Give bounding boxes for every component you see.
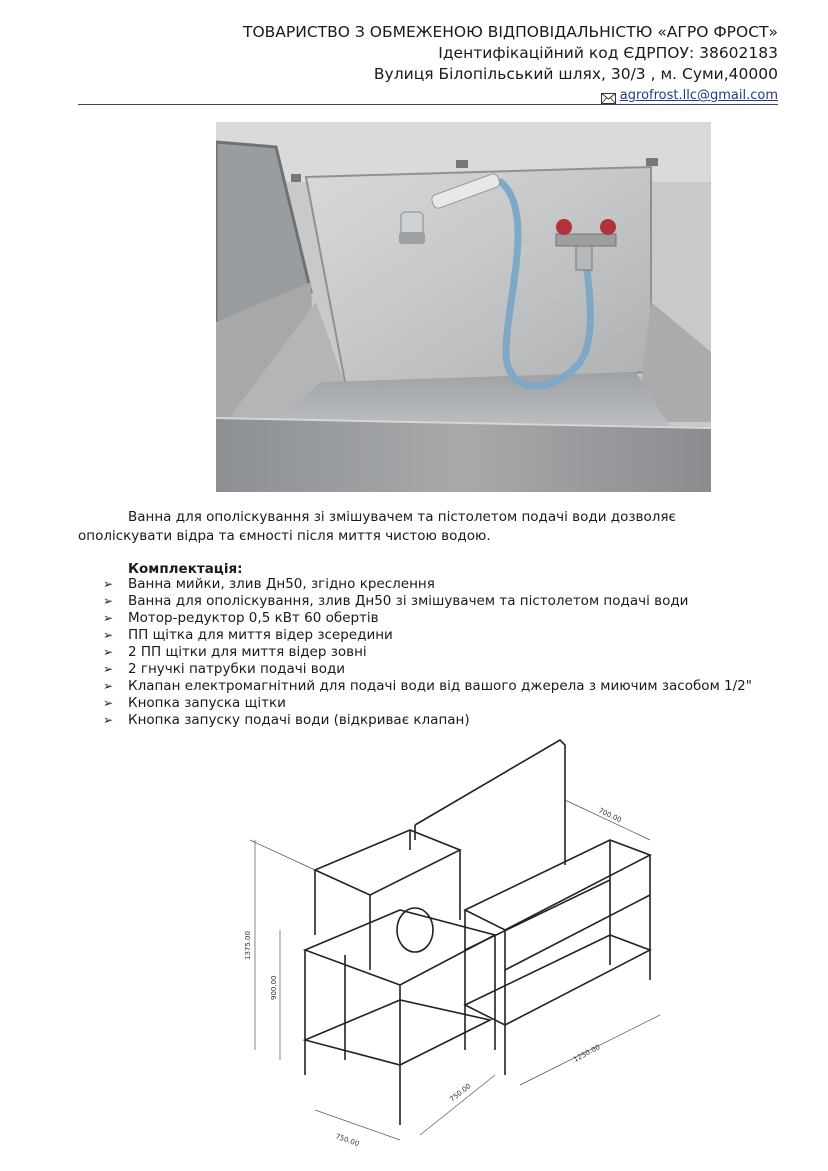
list-item-text: Клапан електромагнітний для подачі води від вашого джерела з миючим засобом 1/2" [128, 678, 752, 694]
arrow-bullet-icon: ➢ [103, 696, 114, 710]
envelope-icon [601, 90, 616, 101]
list-item-text: 2 гнучкі патрубки подачі води [128, 661, 346, 677]
arrow-bullet-icon: ➢ [103, 645, 114, 659]
dim-width-left: 750.00 [448, 1082, 473, 1104]
list-item [103, 695, 752, 712]
list-item [103, 576, 752, 593]
letterhead [243, 22, 778, 106]
arrow-bullet-icon: ➢ [103, 577, 114, 591]
list-item-text: Кнопка запуску подачі води (відкриває клапан) [128, 712, 470, 728]
list-item [103, 712, 752, 729]
arrow-bullet-icon: ➢ [103, 628, 114, 642]
technical-drawing [220, 730, 680, 1150]
dim-height-total: 1375.00 [244, 931, 252, 960]
kit-list [103, 576, 752, 729]
header-divider [78, 104, 778, 105]
list-item [103, 610, 752, 627]
dim-depth-right: 700.00 [597, 806, 623, 825]
product-photo [216, 122, 711, 492]
list-item [103, 678, 752, 695]
description-body: Ванна для ополіскування зі змішувачем та пістолетом подачі води дозволяє ополіскувати відра та ємності після миття чистою водою. [78, 509, 676, 544]
arrow-bullet-icon: ➢ [103, 594, 114, 608]
list-item [103, 644, 752, 661]
dim-depth-left: 750.00 [334, 1132, 361, 1149]
arrow-bullet-icon: ➢ [103, 662, 114, 676]
email-row [243, 85, 778, 106]
description-text [78, 508, 738, 546]
company-name: ТОВАРИСТВО З ОБМЕЖЕНОЮ ВІДПОВІДАЛЬНІСТЮ «АГРО ФРОСТ» [243, 23, 778, 41]
list-item-text: Ванна для ополіскування, злив Дн50 зі змішувачем та пістолетом подачі води [128, 593, 689, 609]
list-item [103, 593, 752, 610]
list-item [103, 661, 752, 678]
list-item-text: ПП щітка для миття відер зсередини [128, 627, 393, 643]
list-item-text: 2 ПП щітки для миття відер зовні [128, 644, 367, 660]
arrow-bullet-icon: ➢ [103, 611, 114, 625]
dim-length-right: 1250.00 [572, 1043, 602, 1064]
list-item-text: Ванна мийки, злив Дн50, згідно креслення [128, 576, 435, 592]
company-address: Вулиця Білопільський шлях, 30/3 , м. Суми,40000 [373, 65, 778, 83]
edrpou-code: Ідентифікаційний код ЄДРПОУ: 38602183 [438, 44, 778, 62]
list-item-text: Кнопка запуска щітки [128, 695, 286, 711]
email-link[interactable]: agrofrost.llc@gmail.com [619, 88, 778, 103]
list-item-text: Мотор-редуктор 0,5 кВт 60 обертів [128, 610, 379, 626]
list-item [103, 627, 752, 644]
dim-height-table: 900.00 [270, 975, 278, 1000]
arrow-bullet-icon: ➢ [103, 713, 114, 727]
arrow-bullet-icon: ➢ [103, 679, 114, 693]
kit-title: Комплектація: [128, 561, 243, 577]
